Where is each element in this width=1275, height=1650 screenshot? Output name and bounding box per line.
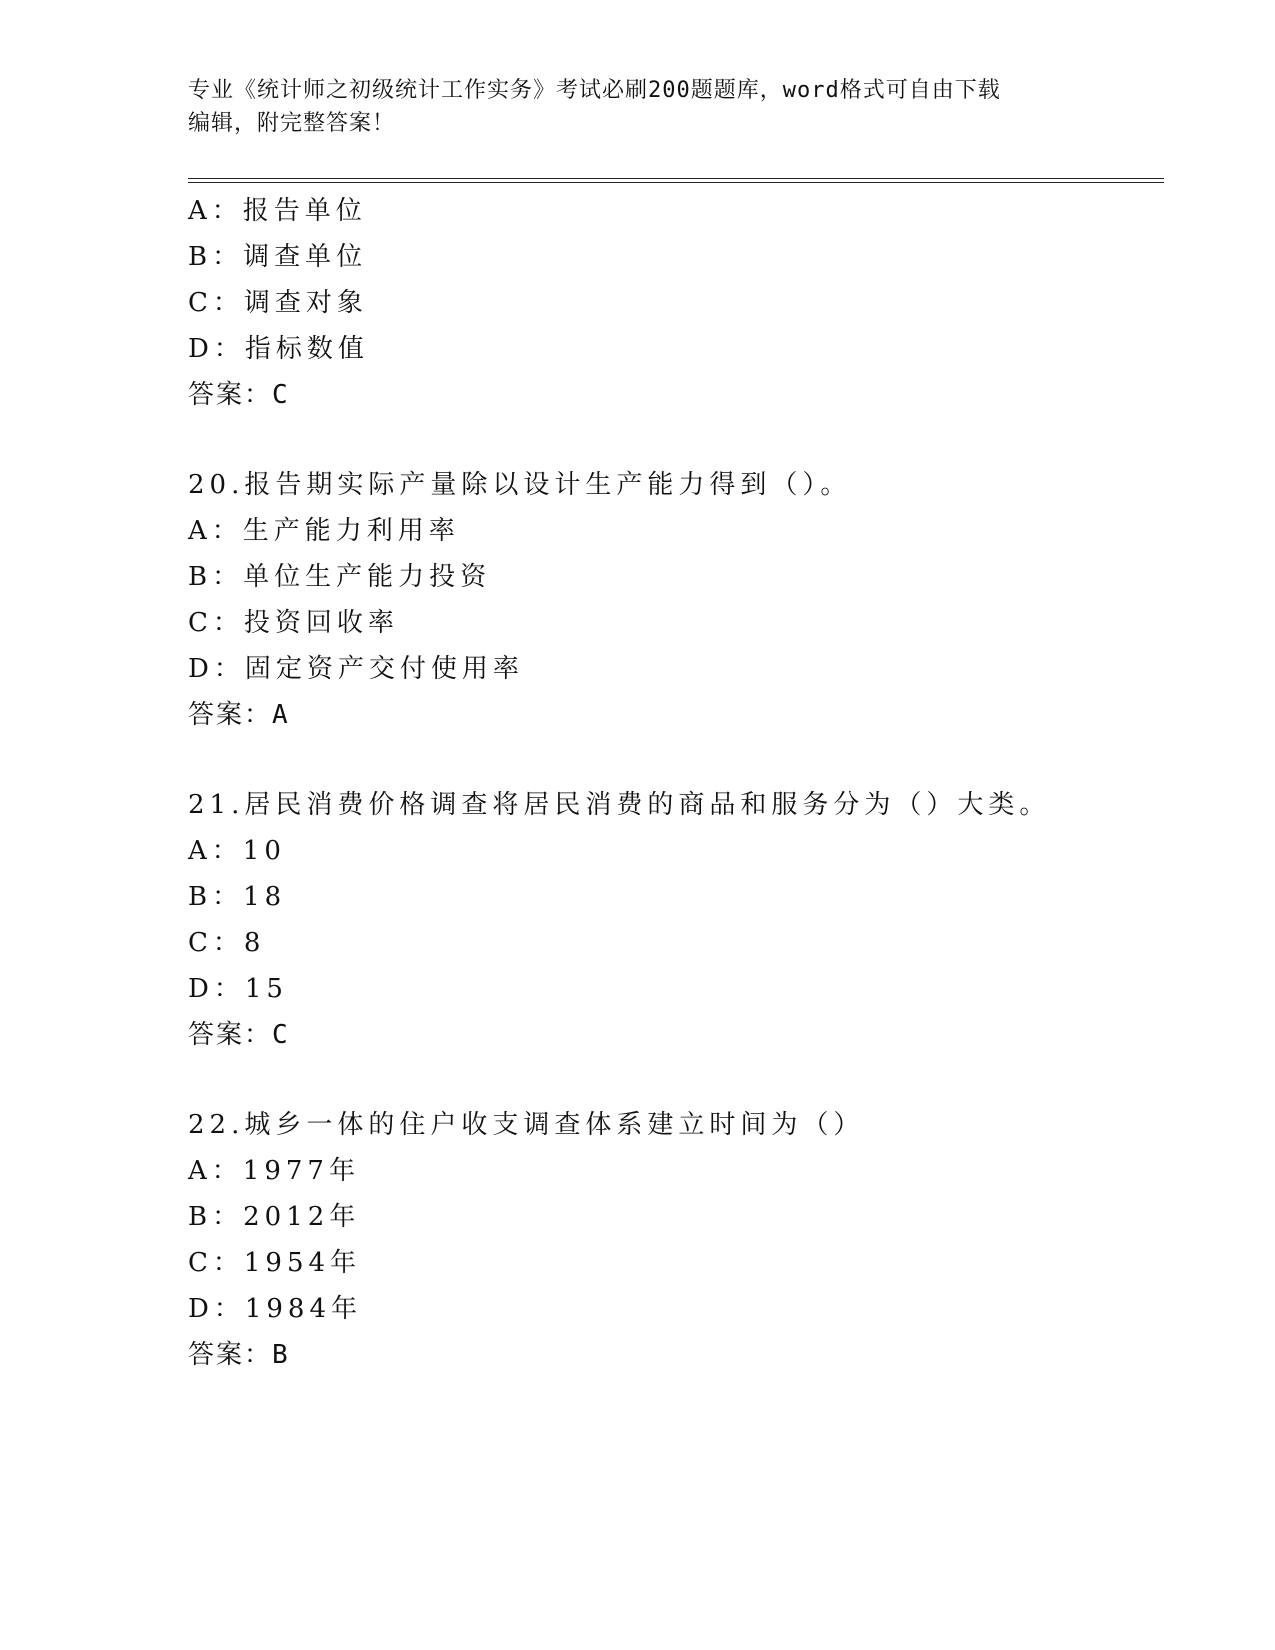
option-a: A：1977年	[188, 1156, 360, 1186]
question-list	[188, 188, 1148, 1378]
header-line-2: 编辑，附完整答案！	[188, 111, 396, 136]
question-stem: 20.报告期实际产量除以设计生产能力得到（）。	[188, 470, 852, 500]
option-c: C：8	[188, 928, 266, 958]
option-b: B：调查单位	[188, 242, 368, 272]
header-divider-bottom	[188, 182, 1164, 183]
question-20	[188, 462, 1148, 738]
answer: 答案：A	[188, 700, 290, 730]
option-c: C：1954年	[188, 1248, 362, 1278]
question-21	[188, 782, 1148, 1058]
option-b: B：2012年	[188, 1202, 361, 1232]
option-a: A：报告单位	[188, 196, 367, 226]
option-a: A：生产能力利用率	[188, 516, 460, 546]
header-divider-top	[188, 178, 1164, 179]
option-b: B：单位生产能力投资	[188, 562, 492, 592]
option-a: A：10	[188, 836, 286, 866]
header-line-1: 专业《统计师之初级统计工作实务》考试必刷200题题库，word格式可自由下载	[188, 78, 1001, 103]
option-c: C：投资回收率	[188, 608, 399, 638]
question-stem: 22.城乡一体的住户收支调查体系建立时间为（）	[188, 1110, 865, 1140]
option-d: D：指标数值	[188, 334, 369, 364]
question-22	[188, 1102, 1148, 1378]
answer: 答案：C	[188, 380, 290, 410]
document-header	[188, 74, 1088, 140]
option-b: B：18	[188, 882, 287, 912]
option-d: D：固定资产交付使用率	[188, 654, 524, 684]
question-stem: 21.居民消费价格调查将居民消费的商品和服务分为（）大类。	[188, 790, 1051, 820]
option-d: D：1984年	[188, 1294, 363, 1324]
answer: 答案：B	[188, 1340, 290, 1370]
option-d: D：15	[188, 974, 288, 1004]
question-19-continuation	[188, 188, 1148, 418]
answer: 答案：C	[188, 1020, 290, 1050]
option-c: C：调查对象	[188, 288, 368, 318]
